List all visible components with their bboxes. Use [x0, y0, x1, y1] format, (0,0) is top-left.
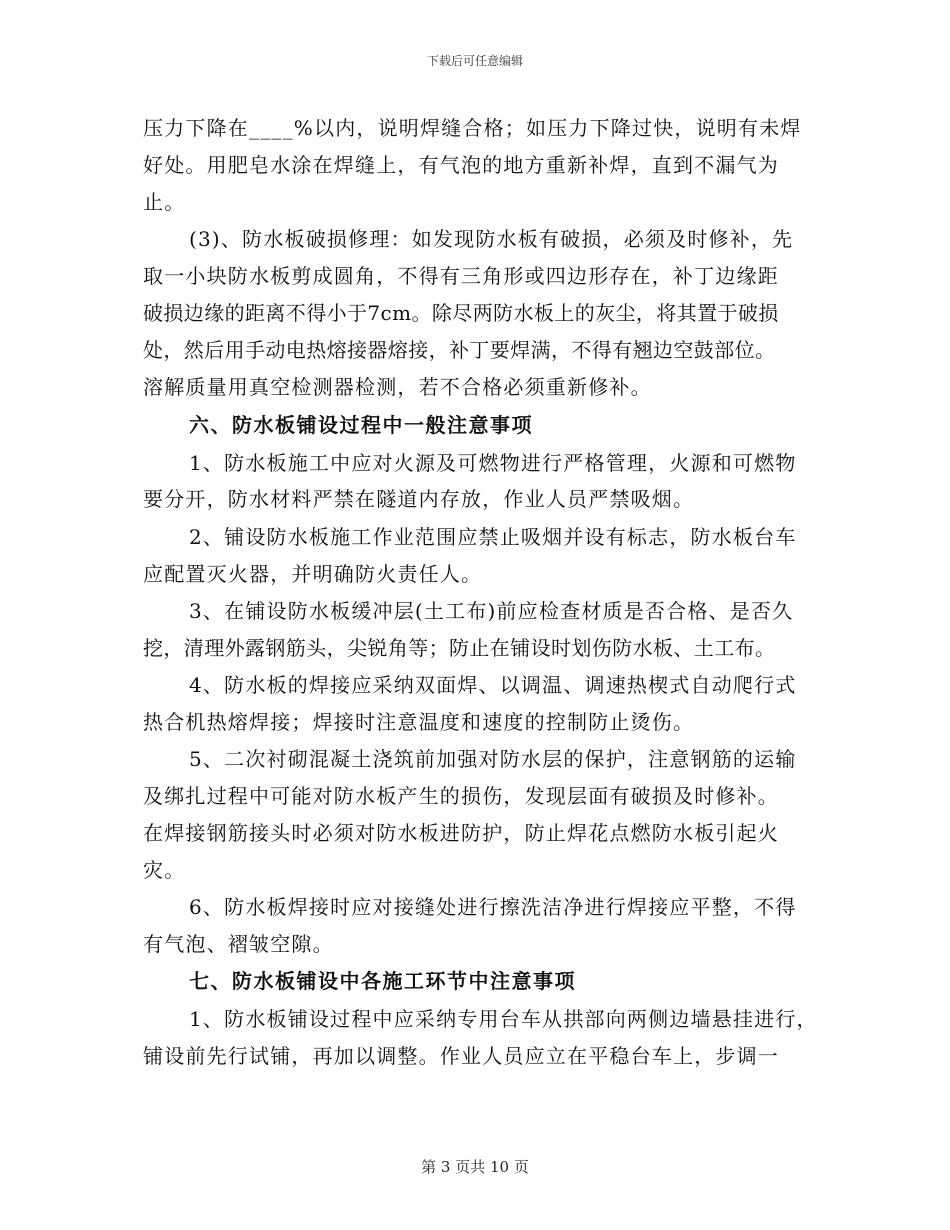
section-heading: 六、防水板铺设过程中一般注意事项 [189, 413, 533, 437]
body-text-line: 2、铺设防水板施工作业范围应禁止吸烟并设有标志，防水板台车 [189, 525, 797, 549]
body-text-line: 在焊接钢筋接头时必须对防水板进防护，防止焊花点燃防水板引起火 [143, 821, 779, 845]
page-number-footer: 第 3 页共 10 页 [421, 1158, 529, 1176]
body-text-line: 处，然后用手动电热熔接器熔接，补丁要焊满，不得有翘边空鼓部位。 [143, 338, 776, 362]
body-text-line: 应配置灭火器，并明确防火责任人。 [143, 562, 483, 586]
body-text-line: 1、防水板施工中应对火源及可燃物进行严格管理，火源和可燃物 [189, 451, 797, 475]
body-text-line: 溶解质量用真空检测器检测，若不合格必须重新修补。 [143, 375, 652, 399]
body-text-line: 及绑扎过程中可能对防水板产生的损伤，发现层面有破损及时修补。 [143, 784, 779, 808]
body-text-line: 5、二次衬砌混凝土浇筑前加强对防水层的保护，注意钢筋的运输 [189, 747, 797, 771]
body-text-line: 6、防水板焊接时应对接缝处进行擦洗洁净进行焊接应平整，不得 [189, 895, 797, 919]
body-text-line: 4、防水板的焊接应采纳双面焊、以调温、调速热楔式自动爬行式 [189, 673, 797, 697]
body-text-line: 挖，清理外露钢筋头，尖锐角等；防止在铺设时划伤防水板、土工布。 [143, 636, 776, 660]
section-heading: 七、防水板铺设中各施工环节中注意事项 [189, 969, 576, 993]
body-text-line: 止。 [143, 190, 186, 214]
body-text-line: 取一小块防水板剪成圆角，不得有三角形或四边形存在，补丁边缘距 [143, 264, 779, 288]
body-text-line: 要分开，防水材料严禁在隧道内存放，作业人员严禁吸烟。 [143, 487, 695, 511]
body-text-line: 热合机热熔焊接；焊接时注意温度和速度的控制防止烫伤。 [143, 710, 695, 734]
page-header: 下载后可任意编辑 [426, 54, 523, 68]
body-text-line: 好处。用肥皂水涂在焊缝上，有气泡的地方重新补焊，直到不漏气为 [143, 153, 779, 177]
body-text-line: 破损边缘的距离不得小于7cm。除尽两防水板上的灰尘，将其置于破损 [143, 301, 779, 325]
body-text-line: 压力下降在____%以内，说明焊缝合格；如压力下降过快，说明有未焊 [143, 116, 802, 140]
body-text-line: 1、防水板铺设过程中应采纳专用台车从拱部向两侧边墙悬挂进行， [189, 1007, 818, 1031]
body-text-line: 3、在铺设防水板缓冲层(土工布)前应检查材质是否合格、是否久 [189, 599, 794, 623]
body-text-line: (3)、防水板破损修理：如发现防水板有破损，必须及时修补，先 [189, 227, 794, 251]
body-text-line: 灾。 [143, 858, 186, 882]
body-text-line: 铺设前先行试铺，再加以调整。作业人员应立在平稳台车上，步调一 [143, 1044, 779, 1068]
body-text-line: 有气泡、褶皱空隙。 [143, 932, 334, 956]
